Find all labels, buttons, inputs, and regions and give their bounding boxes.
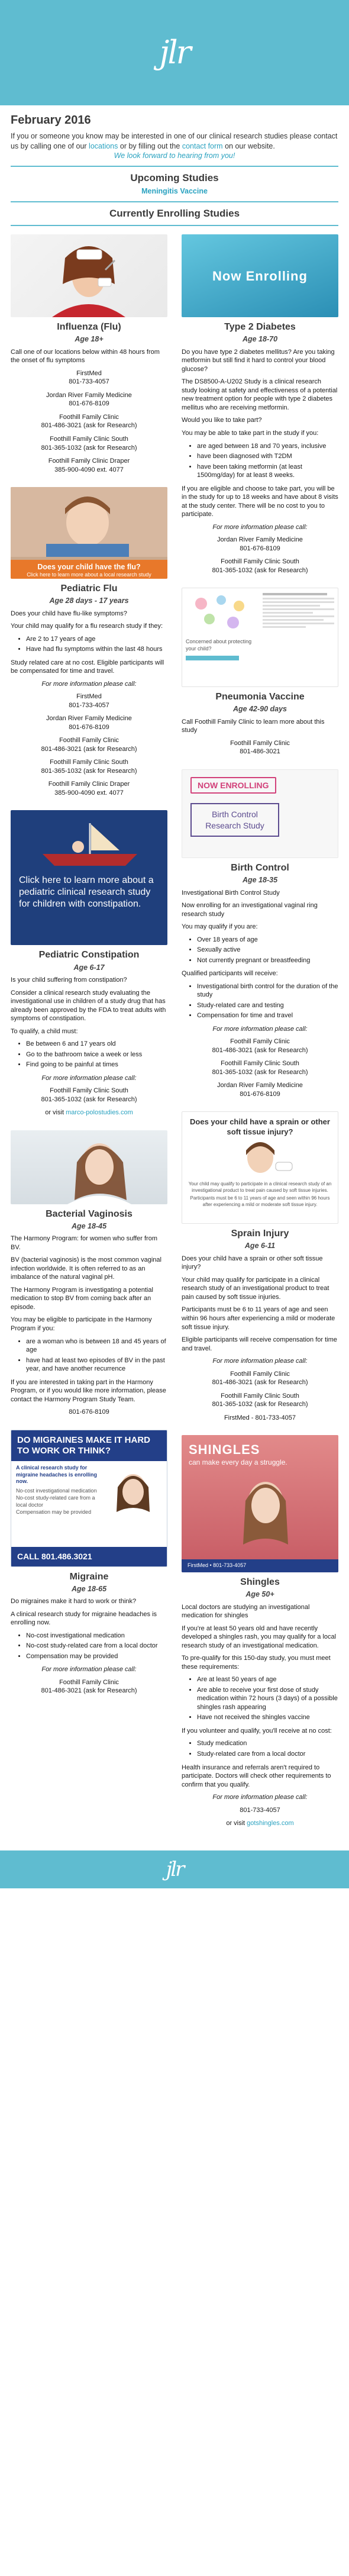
phone-number[interactable]: 801-733-4057 [255,1414,296,1421]
contact-item: Jordan River Family Medicine 801-676-8109 [182,1081,338,1098]
study-title: Birth Control [231,862,289,873]
migraine-call-banner: CALL 801.486.3021 [11,1547,167,1566]
study-website-link[interactable]: gotshingles.com [247,1820,294,1827]
eligibility-list [26,1632,167,1661]
constipation-image-text: Click here to learn more about a pediatric clinical research study for children with constipation. [19,875,154,909]
study-title: Type 2 Diabetes [224,322,296,333]
study-title: Pediatric Flu [60,583,118,594]
benefits-list [197,982,338,1020]
study-type-2-diabetes [182,234,338,575]
list-item: • Study-related care from a local doctor [197,1750,338,1759]
contact-item: Jordan River Family Medicine 801-676-8109 [11,391,167,408]
pediatric-flu-image[interactable] [11,487,167,579]
benefits-list [197,1739,338,1758]
contact-item [11,1408,167,1417]
study-body: Do migraines make it hard to work or think? A clinical research study for migraine headaches is enrolling now. • No-cost investigational medication • No-cost study-related care from a local doctor • Compensation may be provided For more information please call: Foothill Family Clinic 801-486-3021 (ask for Research) [11,1597,167,1695]
study-age: Age 50+ [245,1590,274,1599]
list-item: • Study medication [197,1739,338,1748]
contact-item [182,1806,338,1815]
study-age: Age 28 days - 17 years [49,597,129,605]
newsletter-date: February 2016 [11,114,91,127]
migraine-image[interactable]: DO MIGRAINES MAKE IT HARD TO WORK OR THINK? A clinical research study for migraine headaches is enrolling now. No-cost investigational medication No-cost study-related care from a local doctor Compensation may be provided CALL 801.486.3021 [11,1430,167,1567]
intro-closing: We look forward to hearing from you! [114,151,235,160]
phone-number[interactable]: 385-900-4090 ext. 4077 [54,789,124,797]
study-sprain-injury [182,1111,338,1422]
eligibility-list [197,442,338,480]
list-item: • Go to the bathroom twice a week or less [26,1050,167,1059]
phone-number[interactable]: 801-486-3021 (ask for Research) [212,1379,308,1387]
locations-link[interactable]: locations [89,141,118,150]
study-migraine [11,1430,167,1695]
list-item: • have been taking metformin (at least 1500mg/day) for at least 8 weeks. [197,463,338,480]
sprain-image-small: Your child may qualify to participate in a clinical research study of an investigational product to treat pain caused by soft tissue injuries. [188,1181,332,1193]
list-item: • Are able to receive your first dose of study medication within 72 hours (3 days) of a possible shingles rash appearing [197,1686,338,1712]
list-item: • Are at least 50 years of age [197,1675,338,1684]
list-item: • No-cost study-related care from a local doctor [26,1642,167,1650]
list-item: • Over 18 years of age [197,936,338,944]
shingles-image-title: SHINGLES [189,1442,260,1458]
contact-item: Foothill Family Clinic Draper 385-900-4090 ext. 4077 [11,780,167,797]
visit-line: or visit marco-polostudies.com [45,1109,133,1117]
study-age: Age 18-35 [242,876,278,884]
contact-item: FirstMed 801-733-4057 [11,692,167,710]
study-body: Does your child have flu-like symptoms? Your child may qualify for a flu research study if they: • Are 2 to 17 years of age • Have had flu symptoms within the last 48 hours Study related care at no cost. Eligible participants will be compensated for time and travel. For more information please call: FirstMed 801-733-4057 Jordan River Family Medicine 801-676-8109 Foothill Family Clinic 801-486-3021 (ask for Research) Foothill Family Clinic South 801-365-1032 (ask for Research) Foothill Family Clinic Draper 385-900-4090 ext. 4077 [11,610,167,798]
contact-item: Jordan River Family Medicine 801-676-8109 [11,714,167,731]
divider [11,201,338,202]
pediatric-flu-banner: Does your child have the flu? Click here to learn more about a local research study [11,560,167,579]
study-title: Influenza (Flu) [57,322,121,333]
migraine-headline: DO MIGRAINES MAKE IT HARD TO WORK OR THINK? [11,1430,167,1461]
study-body: Call Foothill Family Clinic to learn more about this study Foothill Family Clinic 801-486-3021 [182,718,338,756]
study-age: Age 18-70 [242,335,278,344]
woman-portrait-illustration [11,1130,167,1204]
phone-number[interactable]: 801-733-4057 [69,701,109,709]
study-age: Age 18-65 [71,1584,107,1593]
enrolling-studies-title: Currently Enrolling Studies [109,207,240,219]
list-item: • Compensation may be provided [26,1652,167,1661]
study-description: Call one of our locations below within 48 hours from the onset of flu symptoms [11,348,160,365]
sprain-image-question: Does your child have a sprain or other soft tissue injury? [190,1117,330,1137]
list-item: • Sexually active [197,946,338,955]
contact-item: Foothill Family Clinic South 801-365-1032 (ask for Research) [11,435,167,452]
woman-with-headache-illustration [99,1465,158,1518]
study-title: Migraine [69,1571,109,1582]
visit-line: or visit gotshingles.com [226,1820,294,1827]
upcoming-studies-title: Upcoming Studies [130,172,219,183]
phone-number[interactable]: 801-365-1032 (ask for Research) [41,444,137,452]
study-title: Pneumonia Vaccine [215,692,305,702]
eligibility-list [26,635,167,654]
meningitis-vaccine-link[interactable]: Meningitis Vaccine [141,187,208,196]
divider [11,225,338,226]
phone-number[interactable]: 801-733-4057 [240,1806,280,1814]
phone-number[interactable]: 801-676-8109 [69,1408,109,1416]
contact-form-link[interactable]: contact form [182,141,223,150]
right-column [182,234,338,1840]
contact-item: Foothill Family Clinic South 801-365-1032 (ask for Research) [182,1059,338,1076]
influenza-image[interactable] [11,234,167,317]
sprain-image-small-2: Participants must be 6 to 11 years of age and seen within 96 hours after experiencing a mild or moderate soft tissue injury. [190,1195,330,1207]
study-title: Bacterial Vaginosis [46,1208,133,1219]
divider [11,166,338,167]
studies-grid [0,231,349,1840]
child-illustration [11,487,167,557]
header-banner [0,0,349,105]
study-age: Age 6-17 [73,963,105,972]
study-title: Sprain Injury [231,1229,289,1239]
left-column [11,234,167,1840]
birth-control-image[interactable] [182,769,338,858]
contact-item: Jordan River Family Medicine 801-676-8109 [182,536,338,553]
contact-item: FirstMed 801-733-4057 [11,369,167,386]
contact-item: Foothill Family Clinic South 801-365-1032 (ask for Research) [182,1392,338,1409]
study-age: Age 18-45 [71,1221,107,1230]
list-item: • Have had flu symptoms within the last 48 hours [26,645,167,654]
study-body: The Harmony Program: for women who suffer from BV. BV (bacterial vaginosis) is the most common vaginal infection worldwide. It is often referred to as an imbalance of the natural vaginal pH. The Harmony Program is investigating a potential medication to stop BV from coming back after an episode. You may be eligible to participate in the Harmony Program if you: • are a woman who is between 18 and 45 years of age • have had at least two episodes of BV in the past year, and have another recurrence If you are interested in taking part in the Harmony Program, or if you would like more information, please contact the Harmony Program Study Team. 801-676-8109 [11,1234,167,1416]
intro-text: If you or someone you know may be interested in one of our clinical research studies please contact us by calling one of our locations or by filling out the contact form on our website. [11,132,338,150]
list-item: • Study-related care and testing [197,1001,338,1010]
jlr-logo[interactable] [159,34,190,71]
study-body: Is your child suffering from constipation? Consider a clinical research study evaluating the investigational use in children of a study drug that has already been approved by the FDA to treat adults with symptoms of constipation. To qualify, a child must: • Be between 6 and 17 years old • Go to the bathroom twice a week or less • Find going to be painful at times For more information please call: Foothill Family Clinic South 801-365-1032 (ask for Research) or visit marco-polostudies.com [11,976,167,1117]
list-item: • have had at least two episodes of BV in the past year, and have another recurrence [26,1356,167,1374]
now-enrolling-badge: NOW ENROLLING [190,777,276,794]
contact-item: Foothill Family Clinic South 801-365-1032 (ask for Research) [11,1087,167,1104]
list-item: • have been diagnosed with T2DM [197,452,338,461]
list-item: • Have not received the shingles vaccine [197,1713,338,1722]
phone-number[interactable]: 801-365-1032 (ask for Research) [41,1095,137,1103]
phone-number[interactable]: 801-676-8109 [240,544,280,552]
study-shingles [182,1435,338,1827]
child-sprain-illustration [187,1137,333,1179]
study-body [11,348,167,474]
shingles-image-sub: can make every day a struggle. [189,1458,287,1467]
eligibility-list [26,1040,167,1069]
list-item: • Investigational birth control for the duration of the study [197,982,338,1000]
sick-woman-illustration [11,234,167,317]
list-item: • Compensation for time and travel [197,1011,338,1020]
birth-control-image-title: Birth Control Research Study [190,803,279,837]
phone-number[interactable]: 801-676-8109 [240,1090,280,1098]
phone-number[interactable]: 801-676-8109 [69,400,109,408]
phone-number[interactable]: 385-900-4090 ext. 4077 [54,466,124,473]
phone-number[interactable]: 801-486-3021 (ask for Research) [41,745,137,753]
contact-item: Foothill Family Clinic 801-486-3021 (ask for Research) [11,736,167,753]
constipation-image[interactable] [11,810,167,945]
study-influenza [11,234,167,474]
phone-number[interactable]: 801-365-1032 (ask for Research) [212,1401,308,1408]
study-body: Local doctors are studying an investigational medication for shingles If you're at least 50 years old and have recently developed a shingles rash, you may qualify for a local research study of an investigational medication. To pre-qualify for this 150-day study, you must meet these requirements: • Are at least 50 years of age • Are able to receive your first dose of study medication within 72 hours (3 days) of a possible shingles rash appearing • Have not received the shingles vaccine If you volunteer and qualify, you'll receive at no cost: • Study medication • Study-related care from a local doctor Health insurance and referrals aren't required to participate. Doctors will check other requirements to confirm that you qualify. For more information please call: 801-733-4057 or visit gotshingles.com [182,1603,338,1828]
phone-number[interactable]: 801-676-8109 [69,723,109,731]
study-body: Does your child have a sprain or other soft tissue injury? Your child may qualify for participate in a clinical research study of an investigational product to treat pain caused by soft tissue injuries. Participants must be 6 to 11 years of age and seen within 96 hours after experiencing a mild or moderate soft tissue injury. Eligible participants will receive compensation for time and travel. For more information please call: Foothill Family Clinic 801-486-3021 (ask for Research) Foothill Family Clinic South 801-365-1032 (ask for Research) FirstMed - 801-733-4057 [182,1255,338,1422]
phone-number[interactable]: 801-365-1032 (ask for Research) [41,767,137,775]
study-age: Age 18+ [75,335,104,344]
study-title: Shingles [240,1577,280,1588]
study-body: Do you have type 2 diabetes mellitus? Are you taking metformin but still find it hard to control your blood glucose? The DS8500-A-U202 Study is a clinical research study looking at safety and effectiveness of a potential new treatment option for people with type 2 diabetes mellitus who are receiving metformin. Would you like to take part? You may be able to take part in the study if you: • are aged between 18 and 70 years, inclusive • have been diagnosed with T2DM • have been taking metformin (at least 1500mg/day) for at least 8 weeks. If you are eligible and choose to take part, you will be in the study for up to 18 weeks and have about 8 visits at the study center. There will be no cost to you to participate. For more information please call: Jordan River Family Medicine 801-676-8109 Foothill Family Clinic South 801-365-1032 (ask for Research) [182,348,338,575]
list-item: • are a woman who is between 18 and 45 years of age [26,1337,167,1355]
contact-item: Foothill Family Clinic South 801-365-1032 (ask for Research) [182,557,338,575]
shingles-image[interactable] [182,1435,338,1572]
diabetes-image[interactable] [182,234,338,317]
eligibility-list [197,1675,338,1722]
study-title: Pediatric Constipation [38,950,140,960]
phone-number[interactable]: 801-486-3021 (ask for Research) [41,422,137,430]
bv-image[interactable] [11,1130,167,1204]
study-age: Age 6-11 [244,1242,276,1250]
phone-number[interactable]: 801-486-3021 (ask for Research) [212,1046,308,1054]
footer-logo[interactable]: jlr [166,1857,183,1881]
logo-text: jlr [159,34,190,71]
phone-number[interactable]: 801-733-4057 [69,378,109,386]
phone-number[interactable]: 801-486-3021 (ask for Research) [41,1687,137,1695]
contact-item: FirstMed - 801-733-4057 [224,1414,296,1421]
contact-item: Foothill Family Clinic 801-486-3021 (ask for Research) [11,1678,167,1695]
study-age: Age 42-90 days [232,705,287,714]
study-bacterial-vaginosis [11,1130,167,1417]
study-pediatric-constipation [11,810,167,1117]
boat-illustration [19,818,159,869]
study-website-link[interactable]: marco-polostudies.com [66,1109,133,1117]
shingles-image-foot: FirstMed • 801-733-4057 [182,1559,338,1572]
phone-number[interactable]: 801-365-1032 (ask for Research) [212,1068,308,1076]
list-item: • are aged between 18 and 70 years, inclusive [197,442,338,451]
pneumonia-image-caption: Concerned about protecting your child? [186,638,252,652]
contact-item: Foothill Family Clinic Draper 385-900-4090 ext. 4077 [11,457,167,474]
sprain-image[interactable] [182,1111,338,1224]
phone-number[interactable]: 801-486-3021 [240,748,280,756]
list-item: • Are 2 to 17 years of age [26,635,167,644]
eligibility-list [197,936,338,965]
contact-item: Foothill Family Clinic 801-486-3021 (ask for Research) [11,413,167,430]
list-item: • Not currently pregnant or breastfeeding [197,956,338,965]
eligibility-list [26,1337,167,1374]
contact-item: Foothill Family Clinic 801-486-3021 (ask for Research) [182,1370,338,1387]
now-enrolling-text: Now Enrolling [212,268,308,283]
intro-section [0,105,349,161]
study-pneumonia-vaccine [182,588,338,756]
study-birth-control [182,769,338,1098]
contact-item: Foothill Family Clinic South 801-365-1032 (ask for Research) [11,758,167,775]
study-pediatric-flu [11,487,167,797]
contact-item: Foothill Family Clinic 801-486-3021 [182,739,338,756]
baby-illustration [186,592,256,633]
list-item: • No-cost investigational medication [26,1632,167,1640]
woman-silhouette-illustration [189,1468,331,1550]
footer-banner [0,1850,349,1888]
phone-number[interactable]: 801-365-1032 (ask for Research) [212,566,308,574]
study-body: Investigational Birth Control Study Now enrolling for an investigational vaginal ring research study You may qualify if you are: • Over 18 years of age • Sexually active • Not currently pregnant or breastfeeding Qualified participants will receive: • Investigational birth control for the duration of the study • Study-related care and testing • Compensation for time and travel For more information please call: Foothill Family Clinic 801-486-3021 (ask for Research) Foothill Family Clinic South 801-365-1032 (ask for Research) Jordan River Family Medicine 801-676-8109 [182,889,338,1099]
pneumonia-image[interactable] [182,588,338,687]
list-item: • Find going to be painful at times [26,1060,167,1069]
contact-item: Foothill Family Clinic 801-486-3021 (ask for Research) [182,1037,338,1055]
list-item: • Be between 6 and 17 years old [26,1040,167,1049]
